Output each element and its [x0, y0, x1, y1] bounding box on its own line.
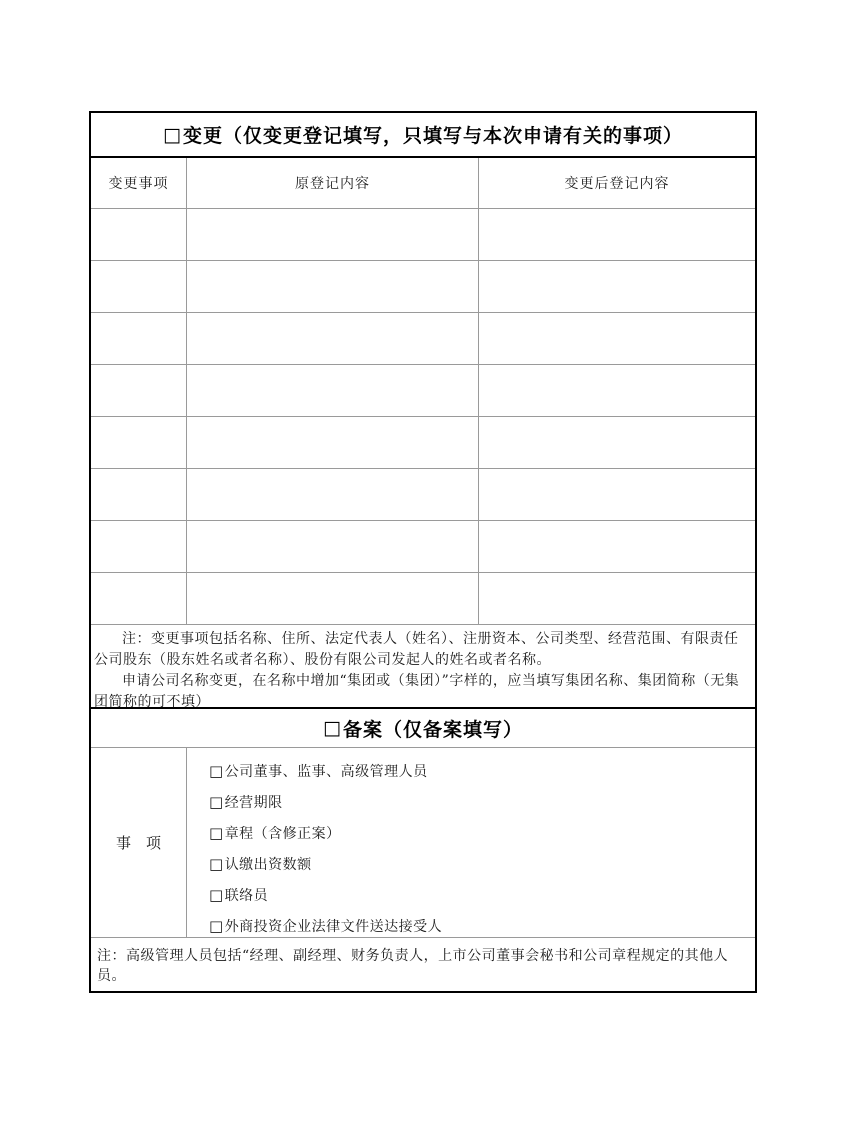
filing-item-subscribed-capital — [209, 848, 755, 879]
new-content-cell[interactable] — [479, 417, 755, 468]
change-item-cell[interactable] — [91, 521, 187, 572]
item-checkbox-icon[interactable]: □ — [209, 885, 224, 904]
filing-item-business-term — [209, 786, 755, 817]
filing-item-label: 联络员 — [224, 887, 269, 904]
change-section-title — [91, 113, 755, 158]
filing-items-row — [91, 748, 755, 938]
new-content-cell[interactable] — [479, 261, 755, 312]
original-content-cell[interactable] — [187, 417, 479, 468]
original-content-cell[interactable] — [187, 365, 479, 416]
new-content-cell[interactable] — [479, 313, 755, 364]
change-table-row — [91, 573, 755, 625]
column-header-change-item — [91, 158, 187, 208]
filing-items-label-text: 事 项 — [115, 834, 161, 852]
item-checkbox-icon[interactable]: □ — [209, 761, 224, 780]
item-checkbox-icon[interactable]: □ — [209, 854, 224, 873]
filing-item-label: 公司董事、监事、高级管理人员 — [224, 763, 428, 780]
change-section-note — [91, 625, 755, 709]
change-table-row — [91, 469, 755, 521]
filing-section-title — [91, 709, 755, 748]
filing-item-label: 认缴出资数额 — [224, 856, 312, 873]
column-header-original-content — [187, 158, 479, 208]
column-header-label: 原登记内容 — [295, 176, 370, 192]
filing-item-liaison — [209, 879, 755, 910]
change-item-cell[interactable] — [91, 365, 187, 416]
original-content-cell[interactable] — [187, 209, 479, 260]
original-content-cell[interactable] — [187, 313, 479, 364]
column-header-label: 变更后登记内容 — [564, 176, 670, 192]
original-content-cell[interactable] — [187, 573, 479, 624]
filing-item-foreign-legal-doc-recipient — [209, 910, 755, 941]
column-header-new-content — [479, 158, 755, 208]
original-content-cell[interactable] — [187, 261, 479, 312]
change-table-row — [91, 209, 755, 261]
new-content-cell[interactable] — [479, 521, 755, 572]
change-table-row — [91, 521, 755, 573]
filing-item-directors — [209, 755, 755, 786]
change-item-cell[interactable] — [91, 209, 187, 260]
change-note-paragraph-1: 注：变更事项包括名称、住所、法定代表人（姓名）、注册资本、公司类型、经营范围、有限责任公司股东（股东姓名或者名称）、股份有限公司发起人的姓名或者名称。 — [94, 631, 739, 668]
change-item-cell[interactable] — [91, 417, 187, 468]
filing-item-articles — [209, 817, 755, 848]
change-item-cell[interactable] — [91, 261, 187, 312]
change-checkbox-icon[interactable]: □ — [163, 123, 182, 146]
filing-items-label — [91, 748, 187, 937]
new-content-cell[interactable] — [479, 469, 755, 520]
registration-form-table — [89, 111, 757, 993]
change-table-header-row — [91, 158, 755, 209]
change-note-paragraph-2: 申请公司名称变更，在名称中增加“集团或（集团）”字样的，应当填写集团名称、集团简称（无集团简称的可不填） — [94, 673, 740, 710]
change-table-row — [91, 261, 755, 313]
filing-section-note — [91, 938, 755, 991]
filing-items-list — [187, 748, 755, 937]
new-content-cell[interactable] — [479, 573, 755, 624]
filing-note-text: 注：高级管理人员包括“经理、副经理、财务负责人，上市公司董事会秘书和公司章程规定的其他人员。 — [97, 947, 729, 984]
change-table-row — [91, 365, 755, 417]
filing-item-label: 章程（含修正案） — [224, 825, 341, 842]
column-header-label: 变更事项 — [108, 176, 169, 192]
change-section-title-text: 变更（仅变更登记填写，只填写与本次申请有关的事项） — [182, 125, 683, 147]
new-content-cell[interactable] — [479, 209, 755, 260]
filing-checkbox-icon[interactable]: □ — [323, 717, 342, 739]
change-item-cell[interactable] — [91, 573, 187, 624]
original-content-cell[interactable] — [187, 521, 479, 572]
filing-section-title-text: 备案（仅备案填写） — [342, 718, 523, 741]
change-table-row — [91, 417, 755, 469]
new-content-cell[interactable] — [479, 365, 755, 416]
filing-item-label: 经营期限 — [224, 794, 283, 811]
item-checkbox-icon[interactable]: □ — [209, 823, 224, 842]
item-checkbox-icon[interactable]: □ — [209, 792, 224, 811]
change-table-row — [91, 313, 755, 365]
item-checkbox-icon[interactable]: □ — [209, 916, 224, 935]
change-item-cell[interactable] — [91, 469, 187, 520]
change-item-cell[interactable] — [91, 313, 187, 364]
filing-item-label: 外商投资企业法律文件送达接受人 — [224, 918, 443, 935]
original-content-cell[interactable] — [187, 469, 479, 520]
